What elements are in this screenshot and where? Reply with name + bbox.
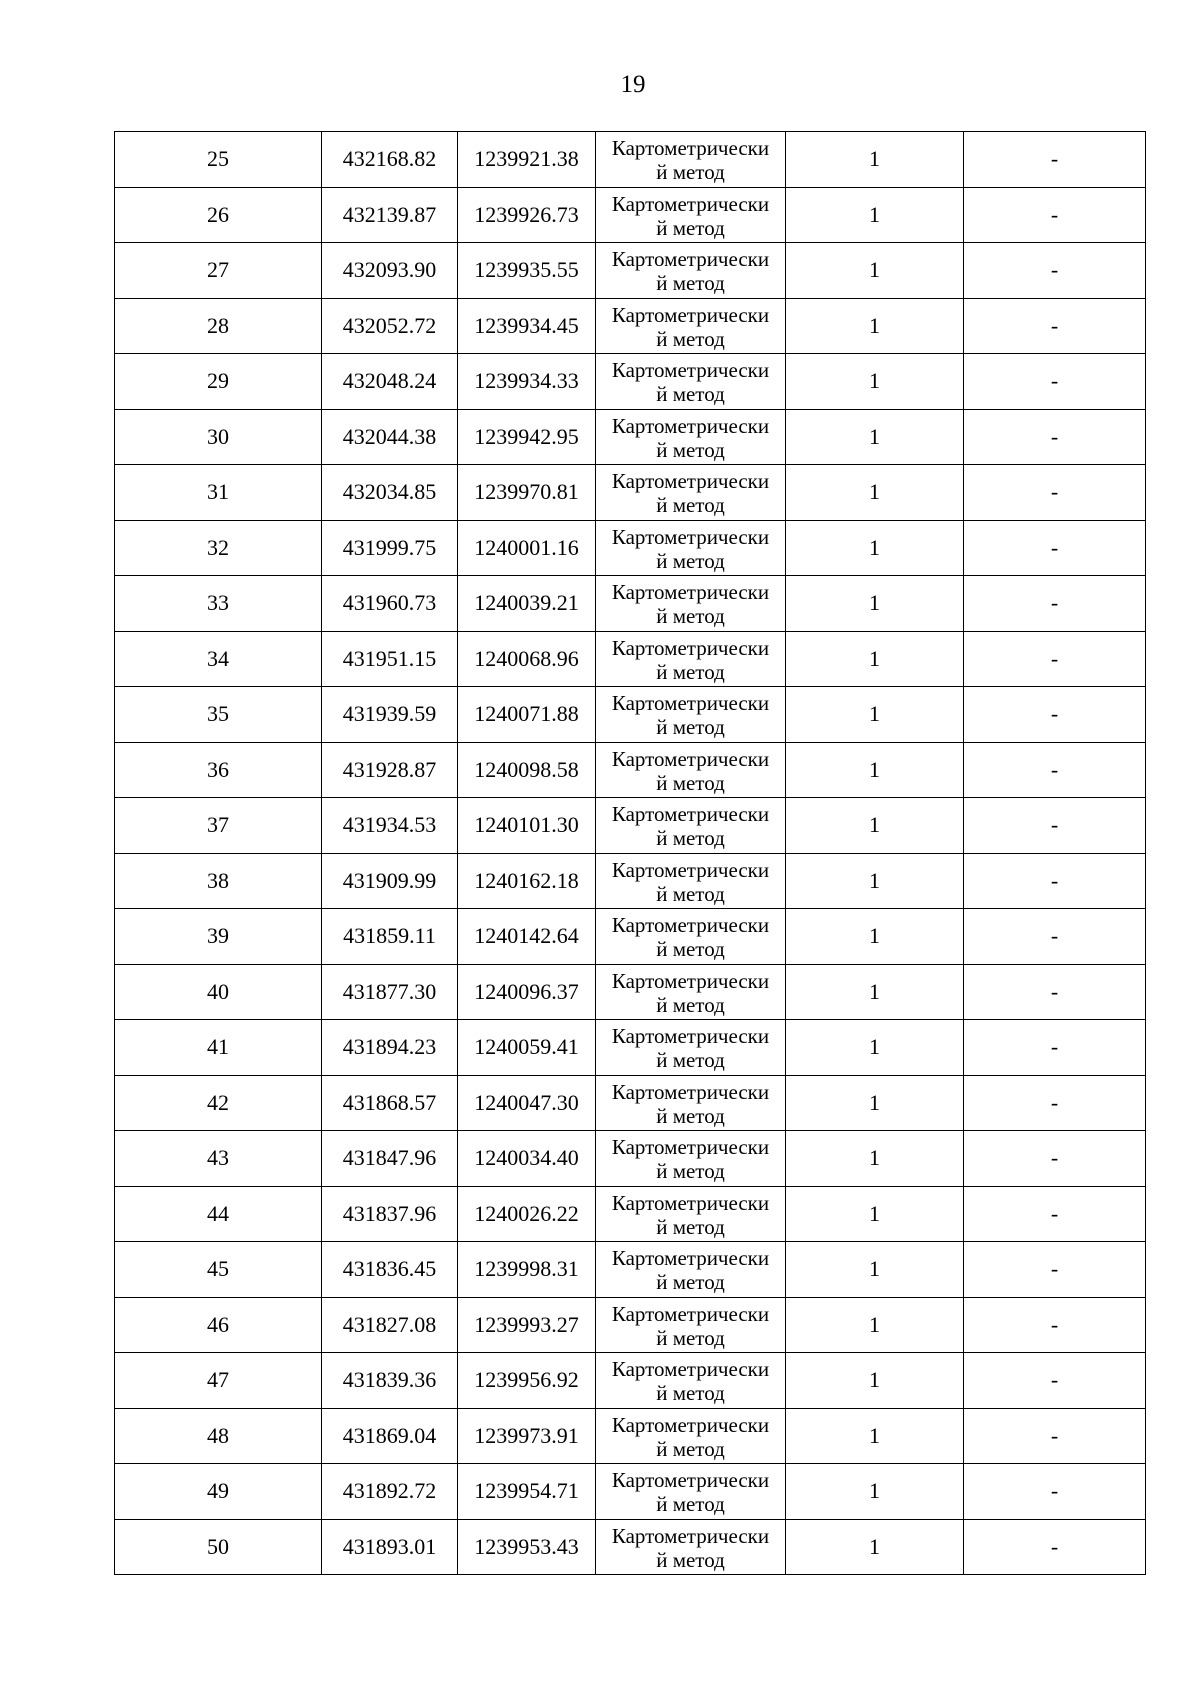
method-line-2: й метод bbox=[656, 1492, 725, 1517]
accuracy-cell: 1 bbox=[786, 409, 964, 465]
coordinate-y-cell: 1240059.41 bbox=[458, 1020, 596, 1076]
table-row bbox=[115, 1075, 1146, 1131]
accuracy-cell: 1 bbox=[786, 1131, 964, 1187]
method-line-1: Картометрически bbox=[611, 1024, 770, 1049]
method-cell bbox=[596, 909, 786, 965]
point-number-cell: 44 bbox=[115, 1186, 322, 1242]
method-cell bbox=[596, 1242, 786, 1298]
method-line-1: Картометрически bbox=[611, 746, 770, 771]
accuracy-cell: 1 bbox=[786, 1186, 964, 1242]
point-number-cell: 28 bbox=[115, 298, 322, 354]
method-line-1: Картометрически bbox=[611, 1190, 770, 1215]
point-number-cell: 37 bbox=[115, 798, 322, 854]
note-cell: - bbox=[964, 409, 1146, 465]
method-cell bbox=[596, 132, 786, 188]
note-cell: - bbox=[964, 853, 1146, 909]
note-cell: - bbox=[964, 1020, 1146, 1076]
method-line-1: Картометрически bbox=[611, 247, 770, 272]
note-cell: - bbox=[964, 1297, 1146, 1353]
coordinate-y-cell: 1239942.95 bbox=[458, 409, 596, 465]
point-number-cell: 47 bbox=[115, 1353, 322, 1409]
coordinate-x-cell: 431893.01 bbox=[322, 1519, 458, 1575]
table-row bbox=[115, 798, 1146, 854]
accuracy-cell: 1 bbox=[786, 576, 964, 632]
point-number-cell: 39 bbox=[115, 909, 322, 965]
point-number-cell: 27 bbox=[115, 243, 322, 299]
point-number-cell: 50 bbox=[115, 1519, 322, 1575]
coordinate-y-cell: 1240034.40 bbox=[458, 1131, 596, 1187]
method-line-1: Картометрически bbox=[611, 691, 770, 716]
note-cell: - bbox=[964, 1519, 1146, 1575]
coordinate-y-cell: 1240096.37 bbox=[458, 964, 596, 1020]
method-line-1: Картометрически bbox=[611, 1079, 770, 1104]
method-cell bbox=[596, 798, 786, 854]
note-cell: - bbox=[964, 465, 1146, 521]
coordinate-x-cell: 431839.36 bbox=[322, 1353, 458, 1409]
table-row bbox=[115, 243, 1146, 299]
accuracy-cell: 1 bbox=[786, 465, 964, 521]
coordinate-x-cell: 431934.53 bbox=[322, 798, 458, 854]
coordinate-y-cell: 1240098.58 bbox=[458, 742, 596, 798]
method-line-2: й метод bbox=[656, 1048, 725, 1073]
method-line-1: Картометрически bbox=[611, 802, 770, 827]
accuracy-cell: 1 bbox=[786, 631, 964, 687]
method-line-2: й метод bbox=[656, 1381, 725, 1406]
note-cell: - bbox=[964, 1075, 1146, 1131]
method-line-1: Картометрически bbox=[611, 413, 770, 438]
accuracy-cell: 1 bbox=[786, 1408, 964, 1464]
point-number-cell: 42 bbox=[115, 1075, 322, 1131]
method-cell bbox=[596, 1408, 786, 1464]
method-line-1: Картометрически bbox=[611, 302, 770, 327]
method-line-2: й метод bbox=[656, 437, 725, 462]
method-line-1: Картометрически bbox=[611, 1523, 770, 1548]
point-number-cell: 46 bbox=[115, 1297, 322, 1353]
accuracy-cell: 1 bbox=[786, 354, 964, 410]
method-cell bbox=[596, 1297, 786, 1353]
method-cell bbox=[596, 1519, 786, 1575]
note-cell: - bbox=[964, 354, 1146, 410]
table-row bbox=[115, 1186, 1146, 1242]
table-row bbox=[115, 687, 1146, 743]
coordinate-x-cell: 431939.59 bbox=[322, 687, 458, 743]
point-number-cell: 41 bbox=[115, 1020, 322, 1076]
coordinate-y-cell: 1240071.88 bbox=[458, 687, 596, 743]
method-line-2: й метод bbox=[656, 659, 725, 684]
point-number-cell: 26 bbox=[115, 187, 322, 243]
accuracy-cell: 1 bbox=[786, 298, 964, 354]
note-cell: - bbox=[964, 631, 1146, 687]
coordinate-y-cell: 1240068.96 bbox=[458, 631, 596, 687]
method-line-2: й метод bbox=[656, 826, 725, 851]
table-row bbox=[115, 1242, 1146, 1298]
method-line-2: й метод bbox=[656, 1214, 725, 1239]
coordinate-x-cell: 431892.72 bbox=[322, 1464, 458, 1520]
accuracy-cell: 1 bbox=[786, 187, 964, 243]
coordinate-y-cell: 1239935.55 bbox=[458, 243, 596, 299]
method-cell bbox=[596, 742, 786, 798]
method-line-2: й метод bbox=[656, 493, 725, 518]
method-cell bbox=[596, 1131, 786, 1187]
method-line-1: Картометрически bbox=[611, 524, 770, 549]
accuracy-cell: 1 bbox=[786, 1464, 964, 1520]
accuracy-cell: 1 bbox=[786, 1297, 964, 1353]
point-number-cell: 29 bbox=[115, 354, 322, 410]
coordinates-table-body bbox=[115, 132, 1146, 1575]
method-cell bbox=[596, 520, 786, 576]
point-number-cell: 30 bbox=[115, 409, 322, 465]
accuracy-cell: 1 bbox=[786, 964, 964, 1020]
coordinate-y-cell: 1240101.30 bbox=[458, 798, 596, 854]
point-number-cell: 38 bbox=[115, 853, 322, 909]
coordinate-x-cell: 431847.96 bbox=[322, 1131, 458, 1187]
coordinate-x-cell: 432139.87 bbox=[322, 187, 458, 243]
method-cell bbox=[596, 631, 786, 687]
table-row bbox=[115, 1297, 1146, 1353]
coordinate-x-cell: 432093.90 bbox=[322, 243, 458, 299]
method-line-1: Картометрически bbox=[611, 580, 770, 605]
method-line-1: Картометрически bbox=[611, 469, 770, 494]
method-line-1: Картометрически bbox=[611, 1412, 770, 1437]
point-number-cell: 45 bbox=[115, 1242, 322, 1298]
accuracy-cell: 1 bbox=[786, 1242, 964, 1298]
coordinate-x-cell: 432048.24 bbox=[322, 354, 458, 410]
table-row bbox=[115, 853, 1146, 909]
method-line-2: й метод bbox=[656, 1325, 725, 1350]
coordinate-x-cell: 431859.11 bbox=[322, 909, 458, 965]
method-line-2: й метод bbox=[656, 937, 725, 962]
accuracy-cell: 1 bbox=[786, 520, 964, 576]
table-row bbox=[115, 964, 1146, 1020]
point-number-cell: 48 bbox=[115, 1408, 322, 1464]
method-line-1: Картометрически bbox=[611, 968, 770, 993]
method-line-1: Картометрически bbox=[611, 857, 770, 882]
coordinate-x-cell: 431909.99 bbox=[322, 853, 458, 909]
coordinate-x-cell: 431869.04 bbox=[322, 1408, 458, 1464]
table-row bbox=[115, 1408, 1146, 1464]
note-cell: - bbox=[964, 520, 1146, 576]
method-line-2: й метод bbox=[656, 604, 725, 629]
accuracy-cell: 1 bbox=[786, 1020, 964, 1076]
note-cell: - bbox=[964, 1242, 1146, 1298]
method-cell bbox=[596, 187, 786, 243]
table-row bbox=[115, 1020, 1146, 1076]
point-number-cell: 36 bbox=[115, 742, 322, 798]
note-cell: - bbox=[964, 1353, 1146, 1409]
method-line-1: Картометрически bbox=[611, 1357, 770, 1382]
note-cell: - bbox=[964, 1186, 1146, 1242]
coordinate-y-cell: 1239954.71 bbox=[458, 1464, 596, 1520]
coordinate-y-cell: 1240039.21 bbox=[458, 576, 596, 632]
coordinate-y-cell: 1239993.27 bbox=[458, 1297, 596, 1353]
coordinate-x-cell: 431877.30 bbox=[322, 964, 458, 1020]
coordinate-y-cell: 1240142.64 bbox=[458, 909, 596, 965]
method-cell bbox=[596, 465, 786, 521]
method-cell bbox=[596, 409, 786, 465]
method-line-2: й метод bbox=[656, 1103, 725, 1128]
method-cell bbox=[596, 1075, 786, 1131]
method-line-1: Картометрически bbox=[611, 635, 770, 660]
table-row bbox=[115, 576, 1146, 632]
coordinate-y-cell: 1240162.18 bbox=[458, 853, 596, 909]
accuracy-cell: 1 bbox=[786, 132, 964, 188]
accuracy-cell: 1 bbox=[786, 1075, 964, 1131]
method-cell bbox=[596, 687, 786, 743]
coordinate-y-cell: 1240001.16 bbox=[458, 520, 596, 576]
accuracy-cell: 1 bbox=[786, 909, 964, 965]
point-number-cell: 49 bbox=[115, 1464, 322, 1520]
table-row bbox=[115, 1464, 1146, 1520]
table-row bbox=[115, 465, 1146, 521]
note-cell: - bbox=[964, 243, 1146, 299]
table-row bbox=[115, 1131, 1146, 1187]
method-line-2: й метод bbox=[656, 1270, 725, 1295]
note-cell: - bbox=[964, 298, 1146, 354]
method-cell bbox=[596, 576, 786, 632]
method-line-2: й метод bbox=[656, 1159, 725, 1184]
method-line-2: й метод bbox=[656, 160, 725, 185]
method-cell bbox=[596, 1020, 786, 1076]
note-cell: - bbox=[964, 964, 1146, 1020]
accuracy-cell: 1 bbox=[786, 742, 964, 798]
table-row bbox=[115, 298, 1146, 354]
coordinate-y-cell: 1239973.91 bbox=[458, 1408, 596, 1464]
method-line-1: Картометрически bbox=[611, 358, 770, 383]
coordinate-x-cell: 432168.82 bbox=[322, 132, 458, 188]
method-line-1: Картометрически bbox=[611, 191, 770, 216]
coordinate-x-cell: 431999.75 bbox=[322, 520, 458, 576]
coordinate-y-cell: 1239926.73 bbox=[458, 187, 596, 243]
table-row bbox=[115, 132, 1146, 188]
method-line-1: Картометрически bbox=[611, 913, 770, 938]
method-cell bbox=[596, 1464, 786, 1520]
note-cell: - bbox=[964, 909, 1146, 965]
accuracy-cell: 1 bbox=[786, 243, 964, 299]
method-cell bbox=[596, 1186, 786, 1242]
method-line-1: Картометрически bbox=[611, 1468, 770, 1493]
table-row bbox=[115, 742, 1146, 798]
coordinate-y-cell: 1239953.43 bbox=[458, 1519, 596, 1575]
accuracy-cell: 1 bbox=[786, 1353, 964, 1409]
table-row bbox=[115, 354, 1146, 410]
coordinate-y-cell: 1239921.38 bbox=[458, 132, 596, 188]
accuracy-cell: 1 bbox=[786, 1519, 964, 1575]
coordinate-y-cell: 1239998.31 bbox=[458, 1242, 596, 1298]
coordinate-x-cell: 432044.38 bbox=[322, 409, 458, 465]
coordinate-y-cell: 1239970.81 bbox=[458, 465, 596, 521]
method-line-2: й метод bbox=[656, 1436, 725, 1461]
point-number-cell: 31 bbox=[115, 465, 322, 521]
coordinate-y-cell: 1239934.33 bbox=[458, 354, 596, 410]
coordinate-x-cell: 431894.23 bbox=[322, 1020, 458, 1076]
method-line-2: й метод bbox=[656, 715, 725, 740]
method-line-2: й метод bbox=[656, 881, 725, 906]
coordinate-x-cell: 431836.45 bbox=[322, 1242, 458, 1298]
coordinate-x-cell: 431960.73 bbox=[322, 576, 458, 632]
coordinate-x-cell: 431951.15 bbox=[322, 631, 458, 687]
method-cell bbox=[596, 964, 786, 1020]
point-number-cell: 32 bbox=[115, 520, 322, 576]
table-row bbox=[115, 1353, 1146, 1409]
method-line-2: й метод bbox=[656, 548, 725, 573]
method-cell bbox=[596, 354, 786, 410]
point-number-cell: 25 bbox=[115, 132, 322, 188]
coordinate-y-cell: 1240047.30 bbox=[458, 1075, 596, 1131]
table-row bbox=[115, 409, 1146, 465]
coordinate-x-cell: 431868.57 bbox=[322, 1075, 458, 1131]
note-cell: - bbox=[964, 798, 1146, 854]
note-cell: - bbox=[964, 742, 1146, 798]
coordinate-x-cell: 432034.85 bbox=[322, 465, 458, 521]
point-number-cell: 43 bbox=[115, 1131, 322, 1187]
coordinate-y-cell: 1239956.92 bbox=[458, 1353, 596, 1409]
method-line-1: Картометрически bbox=[611, 1135, 770, 1160]
coordinate-y-cell: 1240026.22 bbox=[458, 1186, 596, 1242]
point-number-cell: 35 bbox=[115, 687, 322, 743]
point-number-cell: 33 bbox=[115, 576, 322, 632]
coordinate-x-cell: 431837.96 bbox=[322, 1186, 458, 1242]
accuracy-cell: 1 bbox=[786, 798, 964, 854]
table-row bbox=[115, 1519, 1146, 1575]
method-line-1: Картометрически bbox=[611, 1246, 770, 1271]
coordinates-table bbox=[114, 131, 1146, 1575]
method-line-2: й метод bbox=[656, 1547, 725, 1572]
method-line-2: й метод bbox=[656, 382, 725, 407]
coordinate-x-cell: 432052.72 bbox=[322, 298, 458, 354]
method-cell bbox=[596, 298, 786, 354]
note-cell: - bbox=[964, 576, 1146, 632]
method-line-2: й метод bbox=[656, 770, 725, 795]
accuracy-cell: 1 bbox=[786, 687, 964, 743]
method-line-2: й метод bbox=[656, 326, 725, 351]
table-row bbox=[115, 909, 1146, 965]
method-cell bbox=[596, 853, 786, 909]
coordinate-x-cell: 431928.87 bbox=[322, 742, 458, 798]
method-line-2: й метод bbox=[656, 992, 725, 1017]
note-cell: - bbox=[964, 187, 1146, 243]
note-cell: - bbox=[964, 1408, 1146, 1464]
table-row bbox=[115, 631, 1146, 687]
note-cell: - bbox=[964, 132, 1146, 188]
method-line-1: Картометрически bbox=[611, 1301, 770, 1326]
method-line-1: Картометрически bbox=[611, 136, 770, 161]
point-number-cell: 34 bbox=[115, 631, 322, 687]
table-row bbox=[115, 520, 1146, 576]
accuracy-cell: 1 bbox=[786, 853, 964, 909]
note-cell: - bbox=[964, 1464, 1146, 1520]
coordinate-y-cell: 1239934.45 bbox=[458, 298, 596, 354]
method-cell bbox=[596, 243, 786, 299]
table-row bbox=[115, 187, 1146, 243]
page-number: 19 bbox=[620, 71, 646, 98]
point-number-cell: 40 bbox=[115, 964, 322, 1020]
note-cell: - bbox=[964, 687, 1146, 743]
coordinate-x-cell: 431827.08 bbox=[322, 1297, 458, 1353]
method-line-2: й метод bbox=[656, 271, 725, 296]
note-cell: - bbox=[964, 1131, 1146, 1187]
method-line-2: й метод bbox=[656, 215, 725, 240]
method-cell bbox=[596, 1353, 786, 1409]
